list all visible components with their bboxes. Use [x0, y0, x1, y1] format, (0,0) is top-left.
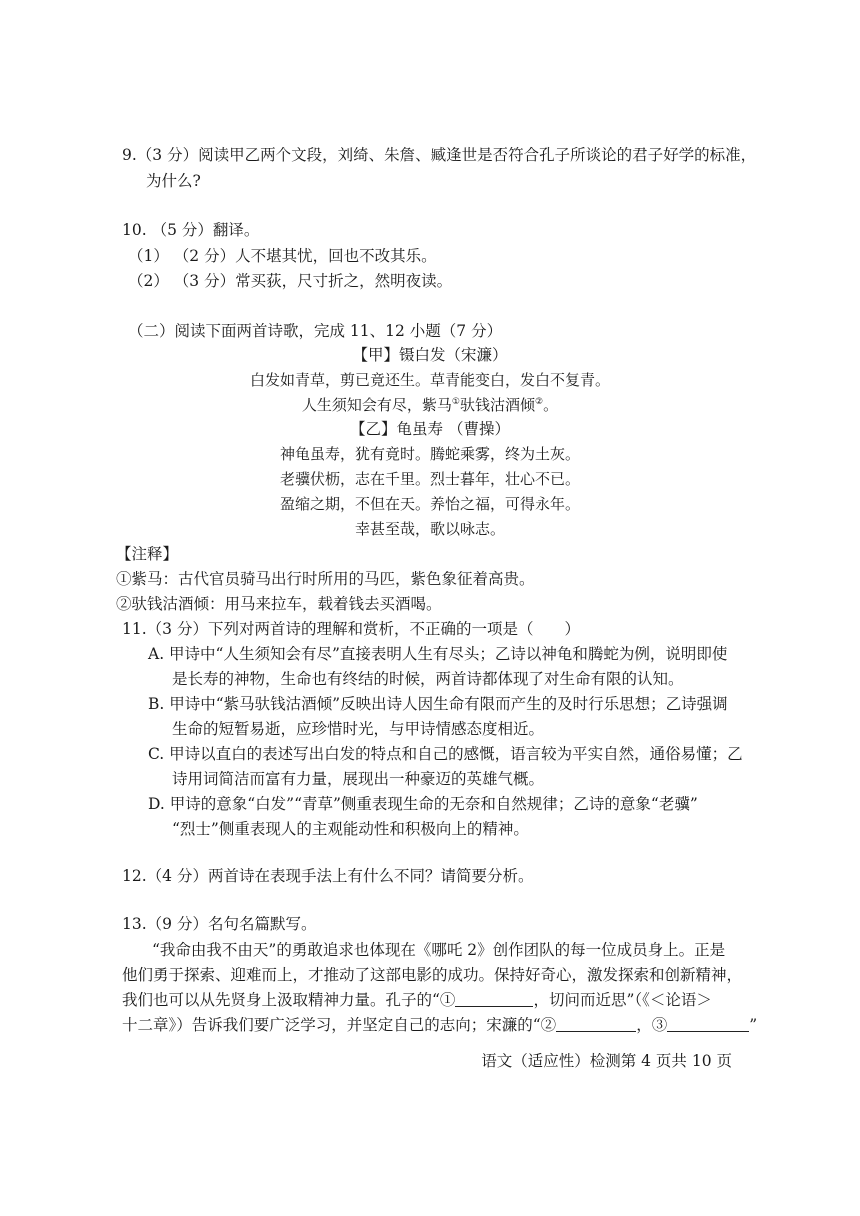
q13-paragraph-line-2: 他们勇于探索、迎难而上，才推动了这部电影的成功。保持好奇心，激发探索和创新精神，: [122, 966, 743, 984]
q11-option-b-line-2: 生命的短暂易逝，应珍惜时光，与甲诗情感态度相近。: [172, 720, 545, 738]
q11-option-c-line-2: 诗用词简洁而富有力量，展现出一种豪迈的英雄气概。: [172, 770, 545, 788]
poem-a-title: 【甲】镊白发（宋濂）: [352, 346, 508, 364]
note-2: ②驮钱沽酒倾：用马来拉车，载着钱去买酒喝。: [116, 595, 442, 613]
q10-title: 10. （5 分）翻译。: [122, 221, 260, 239]
q11-title: 11.（3 分）下列对两首诗的理解和赏析，不正确的一项是（ ）: [122, 620, 580, 638]
q12-title: 12.（4 分）两首诗在表现手法上有什么不同？请简要分析。: [122, 867, 534, 885]
section2-title: （二）阅读下面两首诗歌，完成 11、12 小题（7 分）: [128, 322, 503, 340]
poem-b-line-2: 老骥伏枥，志在千里。烈士暮年，壮心不已。: [279, 470, 580, 488]
poem-b-line-4: 幸甚至哉，歌以咏志。: [354, 520, 505, 538]
q13-line-4-text-b: ，③: [636, 1016, 668, 1034]
q13-line-4-text-a: 十二章》）告诉我们要广泛学习，并坚定自己的志向；宋濂的“②: [122, 1016, 557, 1034]
note-1: ①紫马：古代官员骑马出行时所用的马匹，紫色象征着高贵。: [116, 570, 535, 588]
poem-b-line-1: 神龟虽寿，犹有竟时。腾蛇乘雾，终为土灰。: [279, 445, 580, 463]
q9-line-1: 9.（3 分）阅读甲乙两个文段，刘绮、朱詹、臧逢世是否符合孔子所谈论的君子好学的标准，: [122, 146, 757, 164]
poem-b-line-3: 盈缩之期，不但在天。养怡之福，可得永年。: [279, 495, 580, 513]
poem-a-line-2-part-2: 驮钱沽酒倾: [459, 396, 535, 414]
note-mark-2: ②: [535, 397, 544, 407]
q11-option-a-line-2: 是长寿的神物，生命也有终结的时候，两首诗都体现了对生命有限的认知。: [172, 670, 684, 688]
q9-line-2: 为什么?: [146, 172, 201, 190]
q13-paragraph-line-4: [122, 1014, 757, 1036]
poem-a-line-2-part-1: 人生须知会有尽，紫马: [301, 396, 452, 414]
q11-option-c-line-1: C. 甲诗以直白的表述写出白发的特点和自己的感慨，语言较为平实自然，通俗易懂；乙: [148, 745, 743, 763]
q13-line-3-text-b: ，切问而近思”（《＜论语＞: [533, 991, 712, 1009]
q13-line-4-text-c: ”: [749, 1016, 758, 1034]
q13-paragraph-line-1: “我命由我不由天”的勇敢追求也体现在《哪吒 2》创作团队的每一位成员身上。正是: [152, 941, 726, 959]
answer-blank-3[interactable]: [667, 1015, 749, 1032]
q13-paragraph-line-3: [122, 989, 712, 1011]
q13-title: 13.（9 分）名句名篇默写。: [122, 915, 317, 933]
q11-option-a-line-1: A. 甲诗中“人生须知会有尽”直接表明人生有尽头；乙诗以神龟和腾蛇为例，说明即使: [148, 645, 728, 663]
poem-a-line-2: [0, 394, 860, 416]
poem-a-line-2-end: 。: [543, 396, 559, 414]
q10-item-1: （1） （2 分）人不堪其忧，回也不改其乐。: [128, 247, 437, 265]
poem-b-title: 【乙】龟虽寿 （曹操）: [350, 420, 510, 438]
q10-item-2: （2） （3 分）常买荻，尺寸折之，然明夜读。: [128, 272, 453, 290]
notes-title: 【注释】: [116, 545, 179, 563]
q11-option-d-line-1: D. 甲诗的意象“白发”“青草”侧重表现生命的无奈和自然规律；乙诗的意象“老骥”: [148, 795, 698, 813]
q13-line-3-text-a: 我们也可以从先贤身上汲取精神力量。孔子的“①: [122, 991, 456, 1009]
q11-option-d-line-2: “烈士”侧重表现人的主观能动性和积极向上的精神。: [172, 820, 529, 838]
note-mark-1: ①: [451, 397, 460, 407]
answer-blank-1[interactable]: [455, 990, 533, 1007]
page-footer: 语文（适应性）检测第 4 页共 10 页: [481, 1052, 732, 1070]
q11-option-b-line-1: B. 甲诗中“紫马驮钱沽酒倾”反映出诗人因生命有限而产生的及时行乐思想；乙诗强调: [148, 695, 728, 713]
answer-blank-2[interactable]: [556, 1015, 636, 1032]
poem-a-line-1: 白发如青草，剪已竟还生。草青能变白，发白不复青。: [249, 371, 610, 389]
